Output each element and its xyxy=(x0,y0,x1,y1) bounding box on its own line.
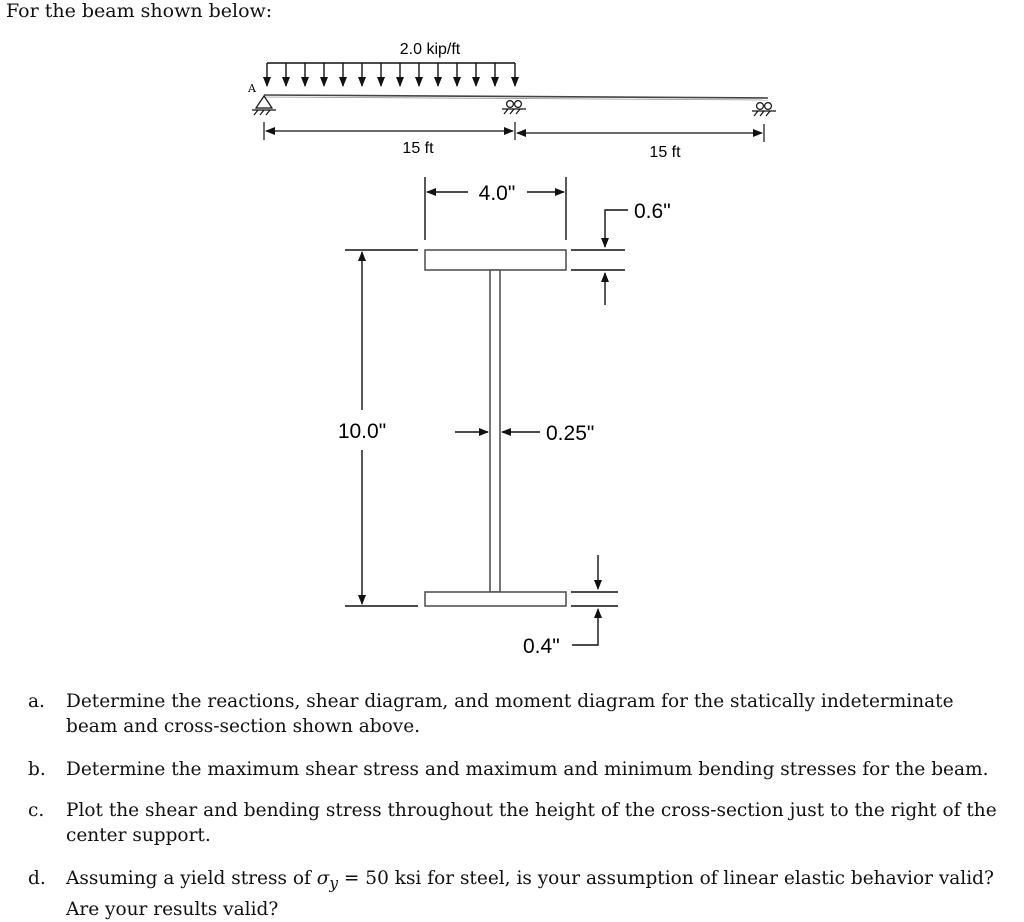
depth-label: 10.0" xyxy=(337,420,387,443)
web-thickness-label: 0.25" xyxy=(546,422,595,445)
roller-support-center xyxy=(502,101,526,114)
load-label: 2.0 kip/ft xyxy=(399,41,461,58)
question-d-text-before: Assuming a yield stress of xyxy=(66,868,317,889)
question-b-letter: b. xyxy=(28,759,46,780)
question-d-text-after: = 50 ksi for steel, is your assumption of linear elastic behavior valid? Are your results valid? xyxy=(66,868,994,920)
question-c-text: Plot the shear and bending stress throughout the height of the cross-section just to the right of the center support. xyxy=(66,800,997,846)
question-b xyxy=(28,757,1008,782)
question-d-letter: d. xyxy=(28,868,46,889)
flange-thickness-dimension xyxy=(571,210,628,305)
question-d-text xyxy=(66,866,1008,922)
problem-intro: For the beam shown below: xyxy=(6,0,273,22)
question-a-text: Determine the reactions, shear diagram, and moment diagram for the statically indeterminate beam and cross-section shown above. xyxy=(66,691,954,737)
flange-width-label: 4.0" xyxy=(478,182,516,205)
i-section-shape xyxy=(425,250,566,606)
question-d xyxy=(28,866,1008,922)
pin-support-a xyxy=(252,96,276,115)
question-b-text: Determine the maximum shear stress and maximum and minimum bending stresses for the beam. xyxy=(66,759,989,780)
support-a-label: A xyxy=(248,82,256,95)
sigma-subscript: y xyxy=(329,874,339,893)
span2-label: 15 ft xyxy=(649,144,681,161)
flange-thickness-label: 0.6" xyxy=(634,200,671,223)
roller-support-right xyxy=(752,103,776,116)
distributed-load xyxy=(267,63,515,86)
question-a-letter: a. xyxy=(28,691,45,712)
bottom-flange-thickness-dimension xyxy=(571,555,618,645)
span-dimensions xyxy=(264,122,764,142)
bottom-flange-thickness-label: 0.4" xyxy=(523,635,560,658)
question-a xyxy=(28,689,1008,739)
sigma-symbol: σ xyxy=(316,868,330,889)
question-c xyxy=(28,798,1008,848)
beam-elevation xyxy=(247,41,776,161)
span1-label: 15 ft xyxy=(402,140,434,157)
question-c-letter: c. xyxy=(28,800,45,821)
cross-section xyxy=(326,177,671,658)
